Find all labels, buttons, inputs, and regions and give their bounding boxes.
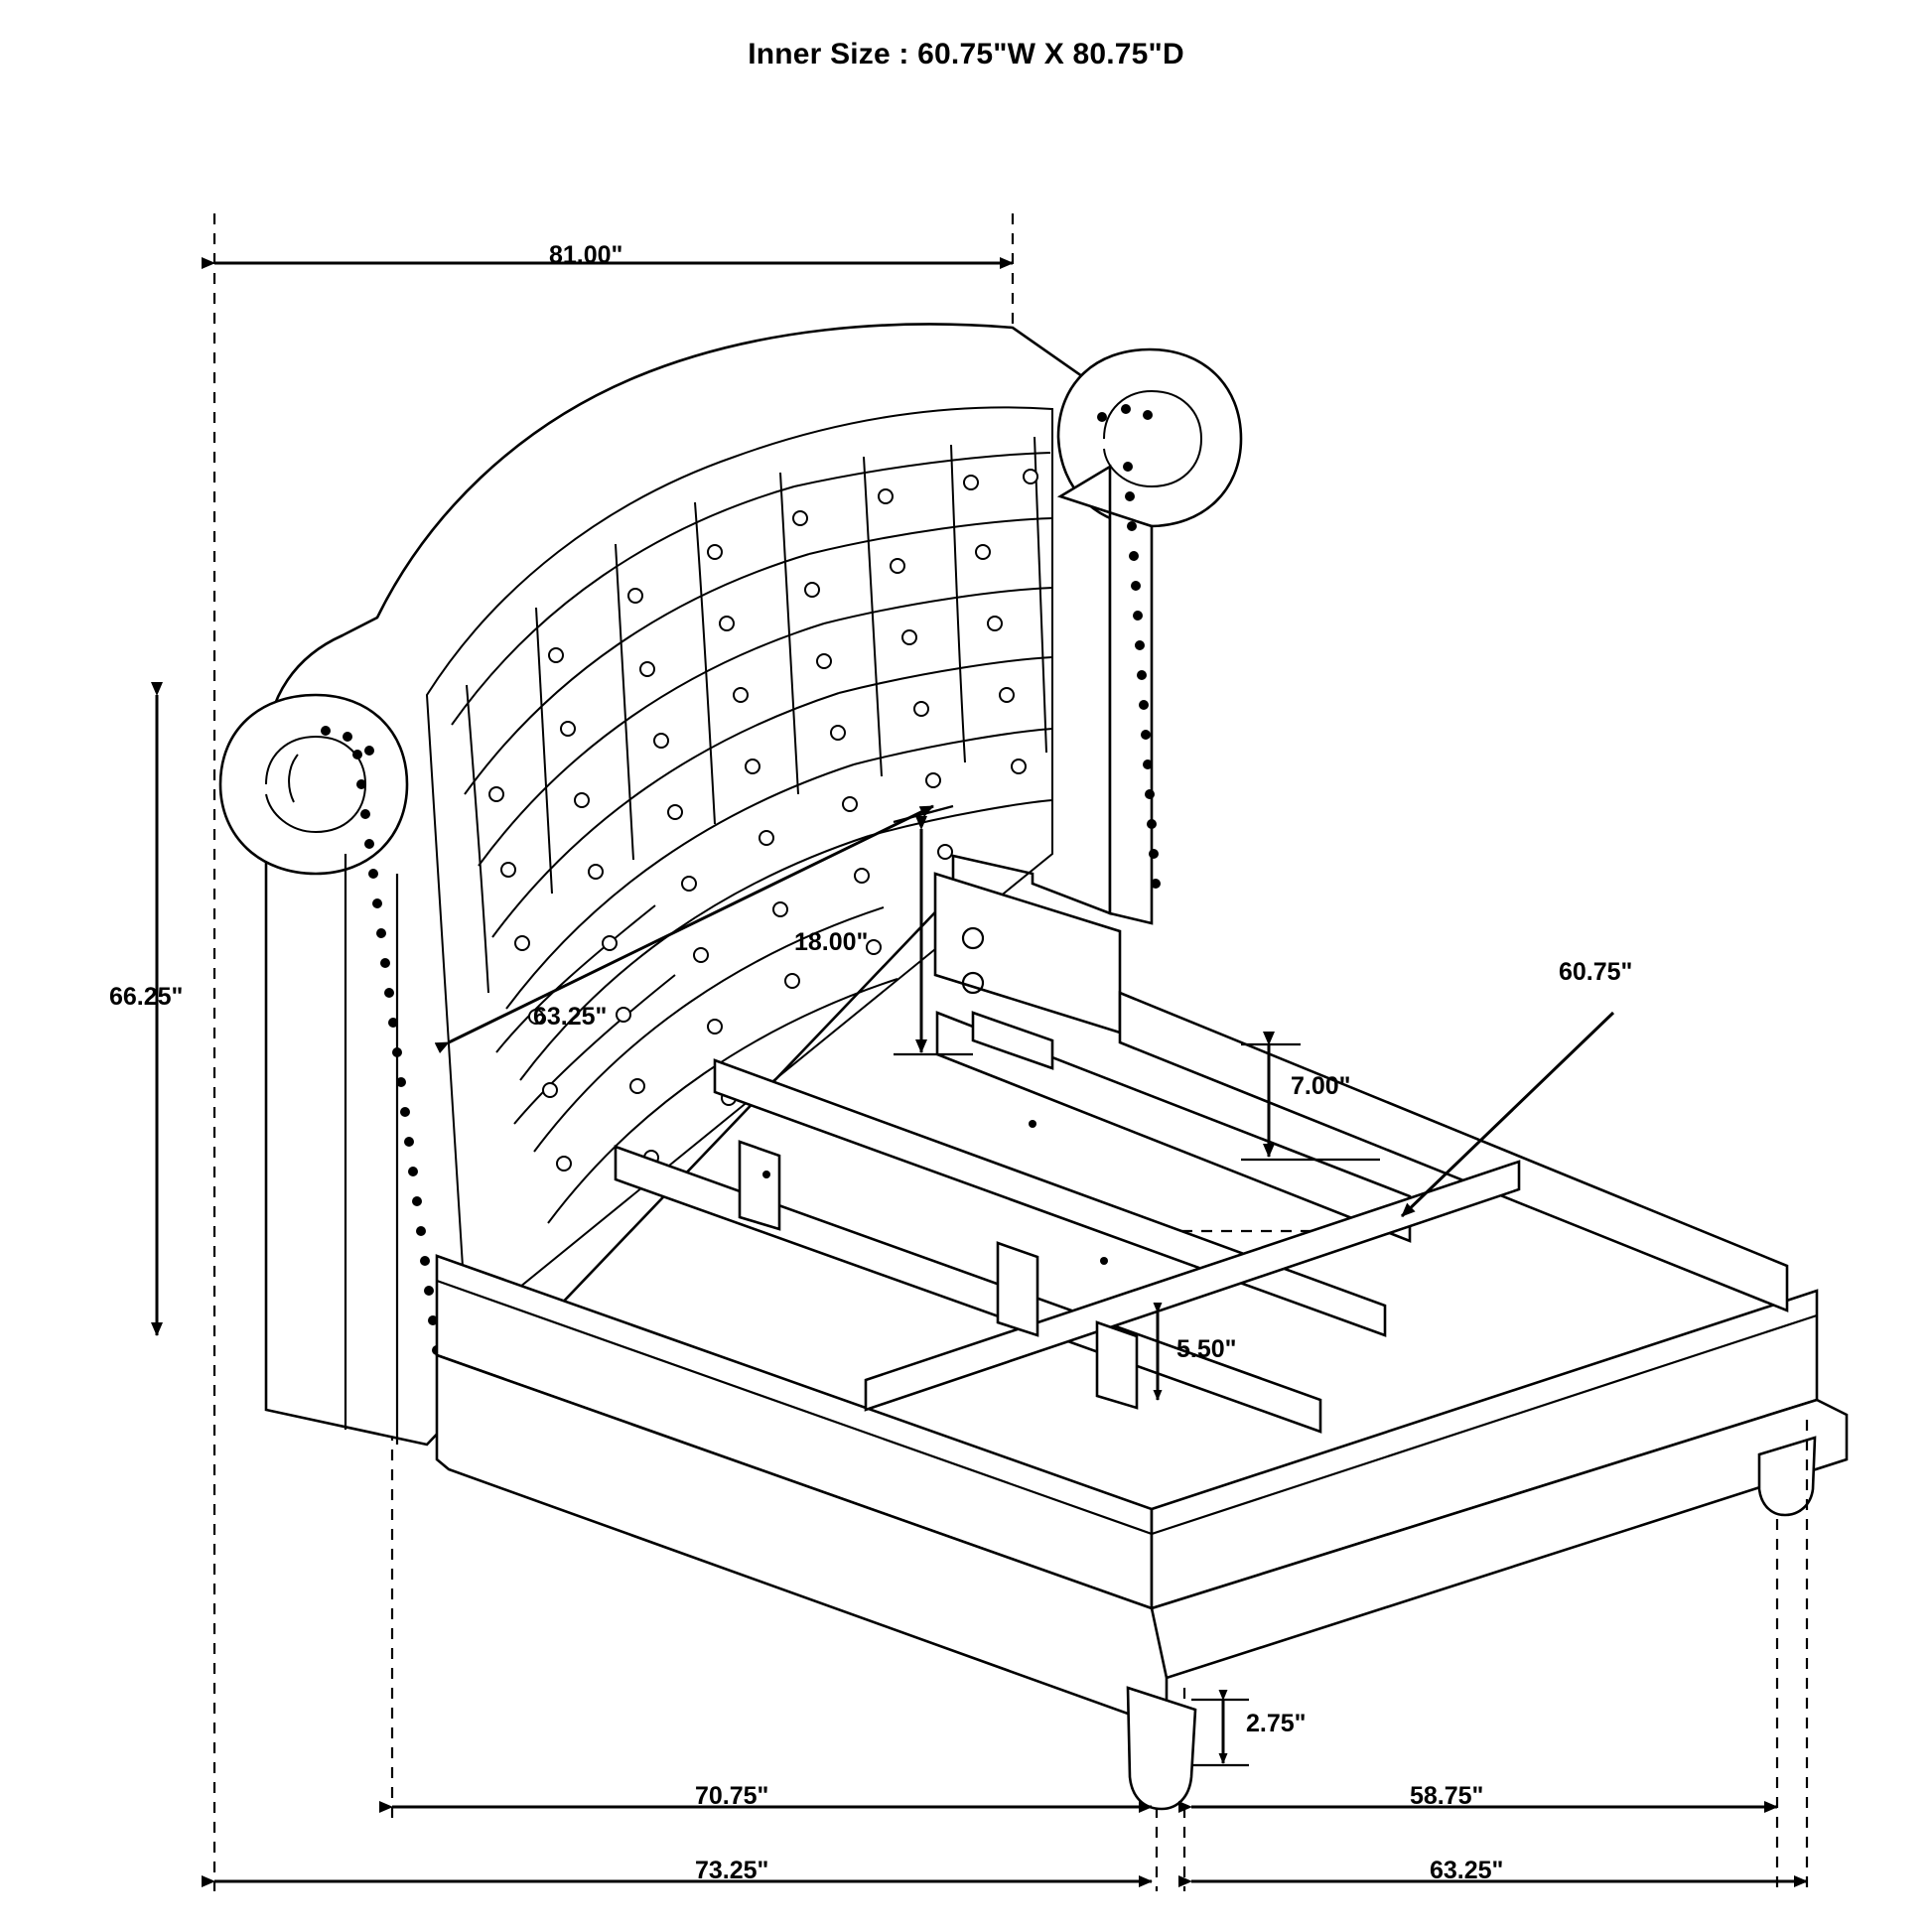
dimension-label-58-75: 58.75" (1410, 1782, 1484, 1810)
dimension-label-2-75: 2.75" (1246, 1710, 1307, 1737)
headboard (220, 325, 1241, 1445)
dimension-label-73-25: 73.25" (695, 1857, 769, 1884)
dimension-label-63-25-bottom: 63.25" (1430, 1857, 1504, 1884)
dimension-label-7: 7.00" (1291, 1072, 1351, 1100)
dimension-label-81: 81.00" (549, 241, 623, 269)
page-title: Inner Size : 60.75"W X 80.75"D (748, 38, 1184, 70)
dimension-2-75 (1191, 1700, 1249, 1765)
dimension-label-18: 18.00" (794, 928, 869, 956)
dimension-label-63-25-headboard: 63.25" (533, 1003, 608, 1031)
dimension-label-60-75: 60.75" (1559, 958, 1633, 986)
dimension-label-70-75: 70.75" (695, 1782, 769, 1810)
dimension-label-66-25: 66.25" (109, 983, 184, 1011)
dimension-label-5-50: 5.50" (1176, 1335, 1237, 1363)
